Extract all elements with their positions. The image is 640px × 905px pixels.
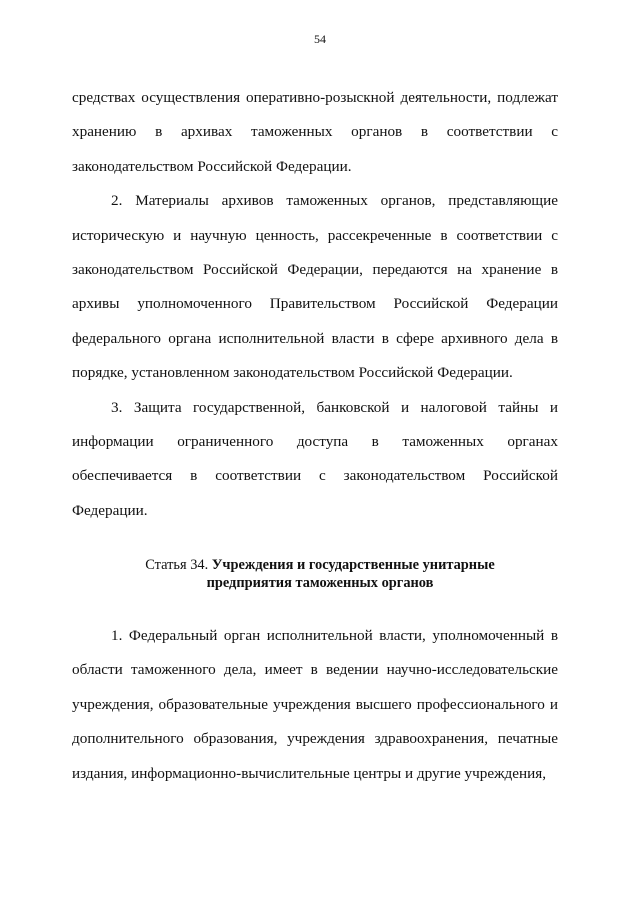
paragraph-item-2: 2. Материалы архивов таможенных органов, представляющие историческую и научную ценность, рассекреченные в соответствии с законодательством Российской Федерации, передаются на хранение в архивы уполномоченного Правительством Российской Федерации федерального органа исполнительной власти в сфере архивного дела в порядке, установленном законодательством Российской Федерации. (72, 192, 558, 382)
article-title-line-2: предприятия таможенных органов (206, 575, 434, 591)
article-label: Статья 34. (145, 557, 209, 573)
body-text-lower (72, 619, 558, 791)
article-title-line-1: Учреждения и государственные унитарные (211, 557, 495, 573)
article-heading (0, 556, 640, 592)
body-text-upper (72, 81, 558, 528)
article-heading-line-1 (0, 556, 640, 574)
paragraph-continuation: средствах осуществления оперативно-розыскной деятельности, подлежат хранению в архивах таможенных органов в соответствии с законодательством Российской Федерации. (72, 89, 558, 175)
paragraph-item-3: 3. Защита государственной, банковской и налоговой тайны и информации ограниченного доступа в таможенных органах обеспечивается в соответствии с законодательством Российской Федерации. (72, 398, 558, 519)
page-number: 54 (314, 32, 326, 46)
paragraph-item-1: 1. Федеральный орган исполнительной власти, уполномоченный в области таможенного дела, имеет в ведении научно-исследовательские учреждения, образовательные учреждения высшего профессионального и дополнительного образования, учреждения здравоохранения, печатные издания, информационно-вычислительные центры и другие учреждения, (72, 627, 558, 782)
